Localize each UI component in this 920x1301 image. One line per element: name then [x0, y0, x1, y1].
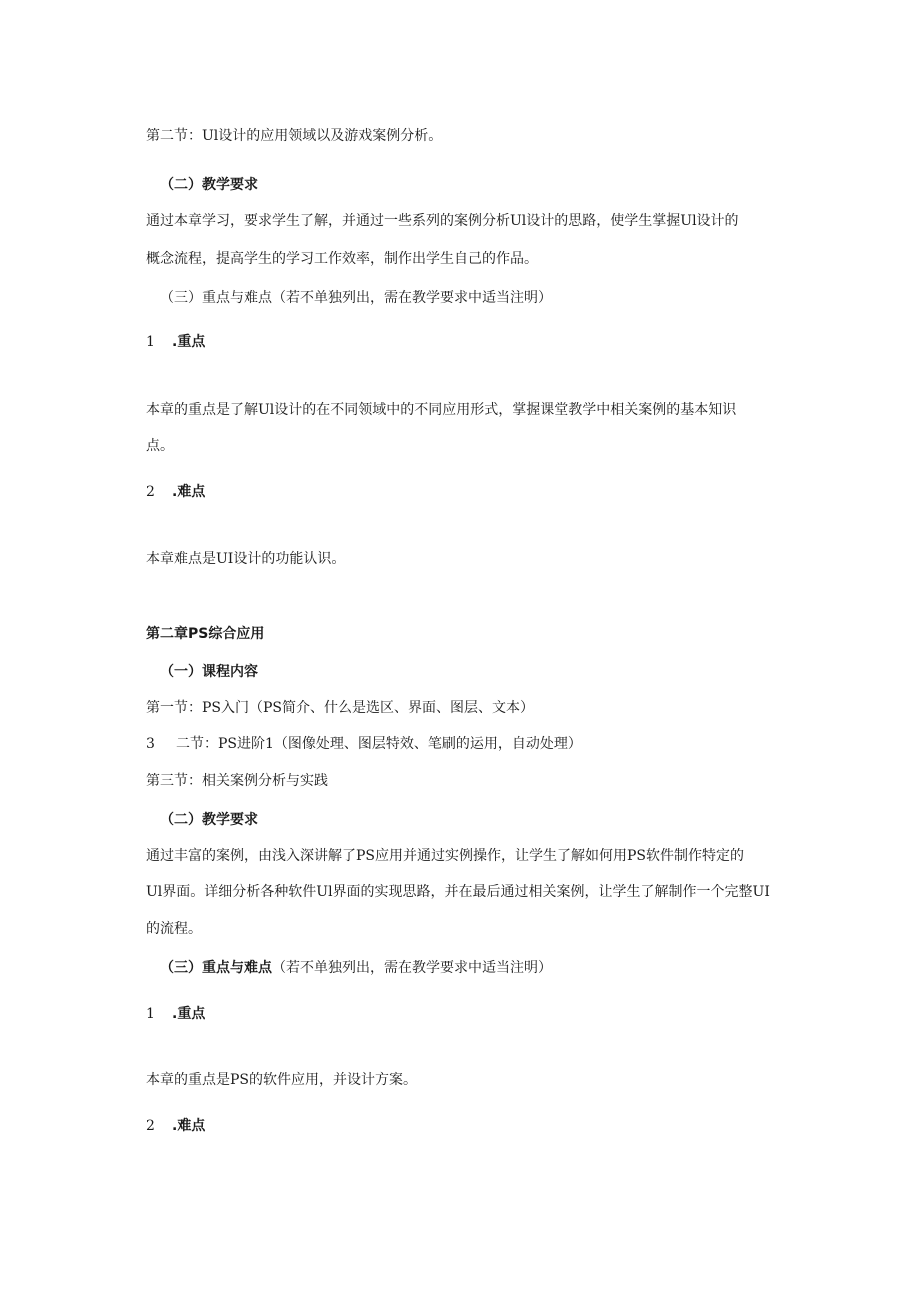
ch2-section3: 第三节：相关案例分析与实践: [146, 773, 328, 789]
ch2-requirements-text-line3: 的流程。: [146, 921, 202, 937]
ch2-requirements-text-line1: 通过丰富的案例，由浅入深讲解了PS应用并通过实例操作，让学生了解如何用PS软件制作特定的: [146, 848, 745, 864]
ch1-key-label: .重点: [172, 334, 206, 350]
ch2-difficulty-label: .难点: [172, 1118, 206, 1134]
ch2-section2: 二节：PS进阶1（图像处理、图层特效、笔刷的运用，自动处理）: [176, 736, 582, 752]
ch2-focus-heading: [160, 958, 552, 978]
ch2-difficulty-number: 2: [146, 1118, 155, 1134]
ch2-requirements-text-line2: Ul界面。详细分析各种软件Ul界面的实现思路，并在最后通过相关案例，让学生了解制作一个完整UI: [146, 884, 770, 900]
ch2-requirements-heading: （二）教学要求: [160, 812, 258, 828]
ch1-requirements-text-line2: 概念流程，提高学生的学习工作效率，制作出学生自己的作品。: [146, 251, 538, 267]
ch1-key-point-heading: [146, 332, 205, 352]
ch1-difficulty-label: .难点: [172, 484, 206, 500]
ch1-section2: 第二节：Ul设计的应用领域以及游戏案例分析。: [146, 128, 443, 144]
ch2-focus-heading-note: （若不单独列出，需在教学要求中适当注明）: [272, 960, 552, 976]
ch2-title: 第二章PS综合应用: [146, 626, 265, 642]
ch2-key-number: 1: [146, 1006, 155, 1022]
ch1-key-text-line1: 本章的重点是了解Ul设计的在不同领域中的不同应用形式，掌握课堂教学中相关案例的基本知识: [146, 402, 737, 418]
ch2-section1: 第一节：PS入门（PS简介、什么是选区、界面、图层、文本）: [146, 700, 535, 716]
ch2-difficulty-heading: [146, 1116, 205, 1136]
ch1-key-number: 1: [146, 334, 155, 350]
ch2-content-heading: （一）课程内容: [160, 664, 258, 680]
ch1-difficulty-text: 本章难点是UI设计的功能认识。: [146, 551, 346, 567]
ch2-section2-line: [146, 734, 582, 754]
ch2-section2-number: 3: [146, 736, 155, 752]
ch2-focus-heading-bold: （三）重点与难点: [160, 960, 272, 976]
ch1-requirements-text-line1: 通过本章学习，要求学生了解，并通过一些系列的案例分析Ul设计的思路，使学生掌握Ul设计的: [146, 213, 739, 229]
ch1-difficulty-heading: [146, 482, 205, 502]
ch1-key-text-line2: 点。: [146, 438, 174, 454]
ch1-difficulty-number: 2: [146, 484, 155, 500]
ch1-requirements-heading: （二）教学要求: [160, 177, 258, 193]
ch2-key-label: .重点: [172, 1006, 206, 1022]
ch2-key-point-heading: [146, 1004, 205, 1024]
ch1-focus-heading: （三）重点与难点（若不单独列出，需在教学要求中适当注明）: [160, 290, 552, 306]
ch2-key-text: 本章的重点是PS的软件应用，并设计方案。: [146, 1072, 418, 1088]
